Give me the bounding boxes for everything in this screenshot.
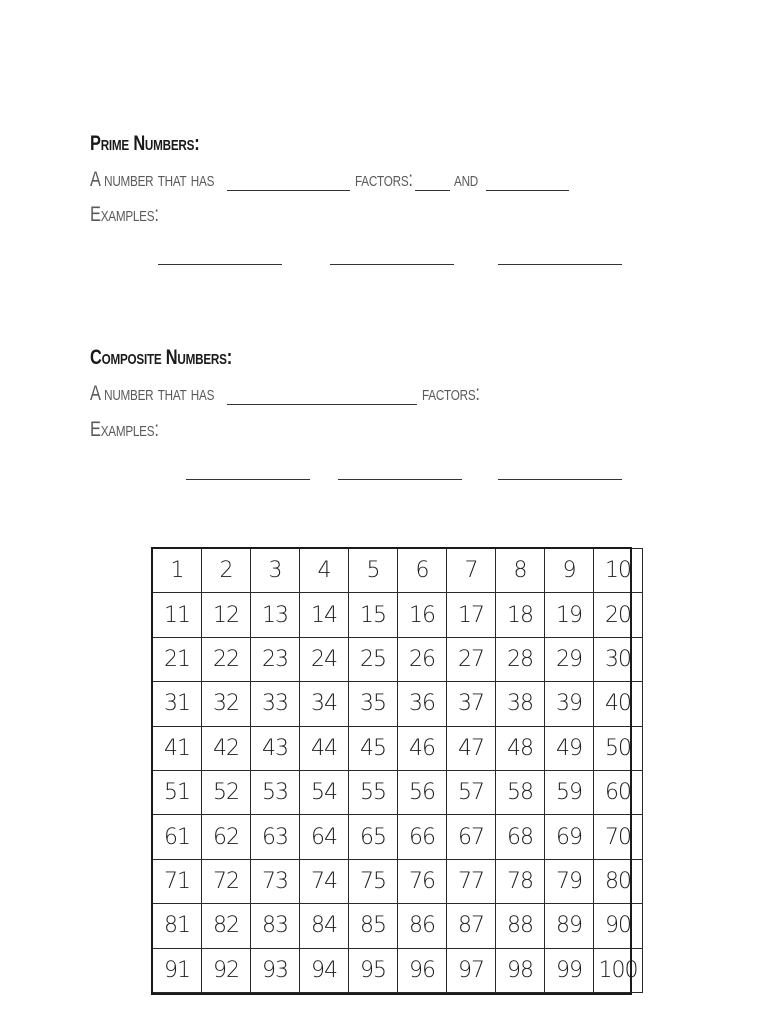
chart-cell[interactable]: 90 xyxy=(594,904,643,948)
chart-cell[interactable]: 89 xyxy=(545,904,594,948)
chart-cell[interactable]: 45 xyxy=(349,726,398,770)
chart-cell[interactable]: 91 xyxy=(153,948,202,992)
chart-cell[interactable]: 49 xyxy=(545,726,594,770)
chart-cell[interactable]: 85 xyxy=(349,904,398,948)
chart-cell[interactable]: 71 xyxy=(153,859,202,903)
chart-row xyxy=(153,815,643,859)
chart-cell[interactable]: 4 xyxy=(300,549,349,593)
prime-heading: Prime Numbers: xyxy=(90,132,200,155)
chart-cell[interactable]: 65 xyxy=(349,815,398,859)
chart-cell[interactable]: 73 xyxy=(251,859,300,903)
chart-cell[interactable]: 55 xyxy=(349,770,398,814)
composite-example-blank-1[interactable] xyxy=(186,479,310,480)
chart-cell[interactable]: 60 xyxy=(594,770,643,814)
prime-example-blank-3[interactable] xyxy=(498,264,622,265)
chart-cell[interactable]: 13 xyxy=(251,593,300,637)
chart-cell[interactable]: 24 xyxy=(300,637,349,681)
chart-row xyxy=(153,682,643,726)
chart-cell[interactable]: 86 xyxy=(398,904,447,948)
chart-cell[interactable]: 17 xyxy=(447,593,496,637)
composite-example-blank-2[interactable] xyxy=(338,479,462,480)
chart-cell[interactable]: 77 xyxy=(447,859,496,903)
prime-example-blank-1[interactable] xyxy=(158,264,282,265)
composite-example-blank-3[interactable] xyxy=(498,479,622,480)
chart-cell[interactable]: 2 xyxy=(202,549,251,593)
chart-cell[interactable]: 35 xyxy=(349,682,398,726)
chart-cell[interactable]: 48 xyxy=(496,726,545,770)
chart-cell[interactable]: 26 xyxy=(398,637,447,681)
chart-cell[interactable]: 3 xyxy=(251,549,300,593)
chart-cell[interactable]: 82 xyxy=(202,904,251,948)
chart-cell[interactable]: 40 xyxy=(594,682,643,726)
chart-cell[interactable]: 38 xyxy=(496,682,545,726)
chart-cell[interactable]: 95 xyxy=(349,948,398,992)
chart-cell[interactable]: 78 xyxy=(496,859,545,903)
chart-cell[interactable]: 88 xyxy=(496,904,545,948)
chart-cell[interactable]: 18 xyxy=(496,593,545,637)
chart-cell[interactable]: 58 xyxy=(496,770,545,814)
chart-row xyxy=(153,904,643,948)
chart-cell[interactable]: 14 xyxy=(300,593,349,637)
chart-cell[interactable]: 42 xyxy=(202,726,251,770)
chart-cell[interactable]: 81 xyxy=(153,904,202,948)
chart-cell[interactable]: 30 xyxy=(594,637,643,681)
chart-row xyxy=(153,770,643,814)
prime-factor-count-blank[interactable] xyxy=(227,190,350,191)
chart-cell[interactable]: 32 xyxy=(202,682,251,726)
chart-cell[interactable]: 72 xyxy=(202,859,251,903)
chart-cell[interactable]: 12 xyxy=(202,593,251,637)
chart-cell[interactable]: 94 xyxy=(300,948,349,992)
chart-cell[interactable]: 31 xyxy=(153,682,202,726)
chart-cell[interactable]: 51 xyxy=(153,770,202,814)
chart-cell[interactable]: 9 xyxy=(545,549,594,593)
prime-definition-mid: factors: xyxy=(355,168,413,191)
prime-definition-prefix: A number that has xyxy=(90,168,215,191)
chart-cell[interactable]: 34 xyxy=(300,682,349,726)
chart-cell[interactable]: 100 xyxy=(594,948,643,992)
prime-factor-two-blank[interactable] xyxy=(486,190,569,191)
chart-cell[interactable]: 92 xyxy=(202,948,251,992)
chart-cell[interactable]: 54 xyxy=(300,770,349,814)
chart-row xyxy=(153,948,643,992)
chart-cell[interactable]: 61 xyxy=(153,815,202,859)
chart-cell[interactable]: 16 xyxy=(398,593,447,637)
chart-cell[interactable]: 21 xyxy=(153,637,202,681)
chart-cell[interactable]: 23 xyxy=(251,637,300,681)
chart-cell[interactable]: 15 xyxy=(349,593,398,637)
chart-cell[interactable]: 96 xyxy=(398,948,447,992)
chart-cell[interactable]: 99 xyxy=(545,948,594,992)
chart-cell[interactable]: 56 xyxy=(398,770,447,814)
chart-cell[interactable]: 67 xyxy=(447,815,496,859)
chart-cell[interactable]: 44 xyxy=(300,726,349,770)
chart-cell[interactable]: 59 xyxy=(545,770,594,814)
chart-cell[interactable]: 87 xyxy=(447,904,496,948)
chart-cell[interactable]: 53 xyxy=(251,770,300,814)
chart-cell[interactable]: 37 xyxy=(447,682,496,726)
chart-cell[interactable]: 69 xyxy=(545,815,594,859)
chart-cell[interactable]: 10 xyxy=(594,549,643,593)
chart-cell[interactable]: 27 xyxy=(447,637,496,681)
chart-cell[interactable]: 97 xyxy=(447,948,496,992)
composite-definition-suffix: factors: xyxy=(422,382,480,405)
chart-cell[interactable]: 46 xyxy=(398,726,447,770)
chart-cell[interactable]: 41 xyxy=(153,726,202,770)
chart-cell[interactable]: 39 xyxy=(545,682,594,726)
chart-cell[interactable]: 80 xyxy=(594,859,643,903)
chart-cell[interactable]: 76 xyxy=(398,859,447,903)
chart-cell[interactable]: 43 xyxy=(251,726,300,770)
chart-cell[interactable]: 74 xyxy=(300,859,349,903)
chart-row xyxy=(153,726,643,770)
chart-row xyxy=(153,637,643,681)
prime-factor-one-blank[interactable] xyxy=(415,190,450,191)
chart-cell[interactable]: 19 xyxy=(545,593,594,637)
chart-cell[interactable]: 47 xyxy=(447,726,496,770)
prime-example-blank-2[interactable] xyxy=(330,264,454,265)
chart-cell[interactable]: 1 xyxy=(153,549,202,593)
chart-cell[interactable]: 25 xyxy=(349,637,398,681)
chart-cell[interactable]: 36 xyxy=(398,682,447,726)
chart-cell[interactable]: 64 xyxy=(300,815,349,859)
chart-cell[interactable]: 52 xyxy=(202,770,251,814)
chart-cell[interactable]: 33 xyxy=(251,682,300,726)
composite-definition-prefix: A number that has xyxy=(90,382,215,405)
chart-cell[interactable]: 57 xyxy=(447,770,496,814)
chart-cell[interactable]: 79 xyxy=(545,859,594,903)
composite-heading: Composite Numbers: xyxy=(90,346,232,369)
chart-cell[interactable]: 5 xyxy=(349,549,398,593)
hundreds-chart xyxy=(152,548,643,993)
chart-row xyxy=(153,859,643,903)
prime-definition-and: and xyxy=(454,168,479,191)
chart-cell[interactable]: 68 xyxy=(496,815,545,859)
chart-cell[interactable]: 20 xyxy=(594,593,643,637)
chart-cell[interactable]: 29 xyxy=(545,637,594,681)
prime-examples-label: Examples: xyxy=(90,203,159,226)
chart-cell[interactable]: 98 xyxy=(496,948,545,992)
composite-examples-label: Examples: xyxy=(90,418,159,441)
chart-cell[interactable]: 83 xyxy=(251,904,300,948)
chart-cell[interactable]: 6 xyxy=(398,549,447,593)
composite-factor-count-blank[interactable] xyxy=(227,404,417,405)
chart-cell[interactable]: 28 xyxy=(496,637,545,681)
chart-cell[interactable]: 50 xyxy=(594,726,643,770)
chart-cell[interactable]: 75 xyxy=(349,859,398,903)
chart-row xyxy=(153,593,643,637)
chart-cell[interactable]: 70 xyxy=(594,815,643,859)
chart-row xyxy=(153,549,643,593)
chart-cell[interactable]: 22 xyxy=(202,637,251,681)
chart-cell[interactable]: 93 xyxy=(251,948,300,992)
chart-cell[interactable]: 63 xyxy=(251,815,300,859)
chart-cell[interactable]: 66 xyxy=(398,815,447,859)
chart-cell[interactable]: 84 xyxy=(300,904,349,948)
chart-cell[interactable]: 8 xyxy=(496,549,545,593)
chart-cell[interactable]: 62 xyxy=(202,815,251,859)
chart-cell[interactable]: 7 xyxy=(447,549,496,593)
chart-cell[interactable]: 11 xyxy=(153,593,202,637)
